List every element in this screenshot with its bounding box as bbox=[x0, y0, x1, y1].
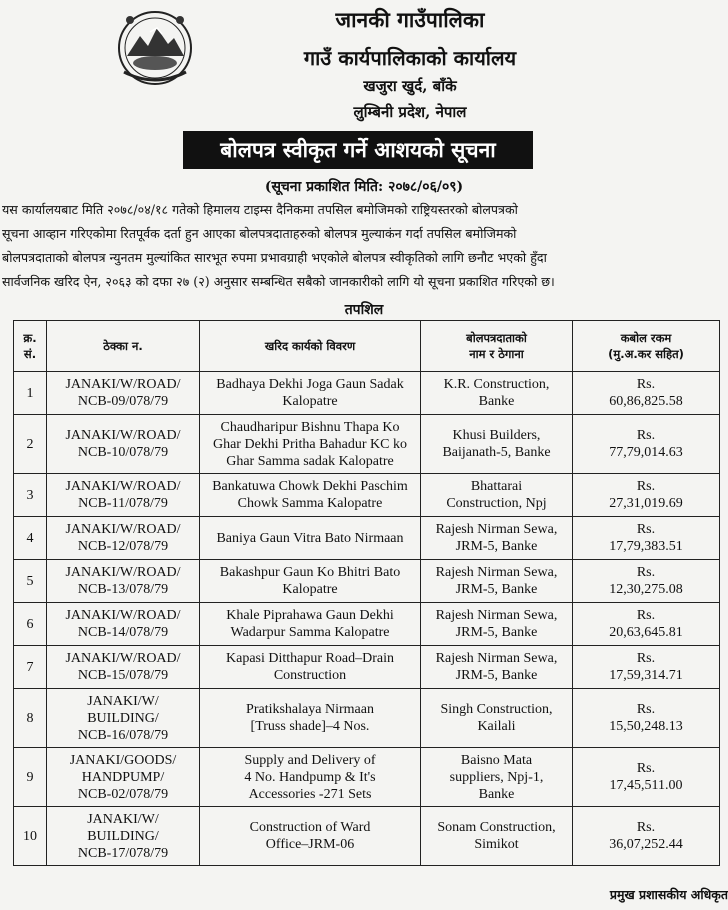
row-description: Badhaya Dekhi Joga Gaun Sadak Kalopatre bbox=[200, 372, 421, 415]
published-date: (सूचना प्रकाशित मिति: २०७८/०६/०९) bbox=[264, 179, 464, 195]
row-amount: Rs. 77,79,014.63 bbox=[573, 415, 720, 474]
row-bidder: K.R. Construction, Banke bbox=[421, 372, 573, 415]
row-amount: Rs. 27,31,019.69 bbox=[573, 474, 720, 517]
row-contract-no: JANAKI/GOODS/ HANDPUMP/ NCB-02/078/79 bbox=[47, 748, 200, 807]
row-sn: 10 bbox=[14, 807, 47, 866]
row-description: Construction of Ward Office–JRM-06 bbox=[200, 807, 421, 866]
paragraph-line: बोलपत्रदाताको बोलपत्र न्युनतम मुल्यांकित सारभूत रुपमा प्रभावग्राही भएकोले बोलपत्र स्वीकृतिको लागि छनौट भएको हुँदा bbox=[2, 250, 547, 265]
row-amount: Rs. 17,79,383.51 bbox=[573, 517, 720, 560]
row-sn: 9 bbox=[14, 748, 47, 807]
row-contract-no: JANAKI/W/ROAD/ NCB-15/078/79 bbox=[47, 646, 200, 689]
row-sn: 2 bbox=[14, 415, 47, 474]
row-description: Pratikshalaya Nirmaan [Truss shade]–4 Nos. bbox=[200, 689, 421, 748]
row-description: Baniya Gaun Vitra Bato Nirmaan bbox=[200, 517, 421, 560]
row-bidder: Rajesh Nirman Sewa, JRM-5, Banke bbox=[421, 646, 573, 689]
nepal-emblem-icon bbox=[110, 8, 200, 86]
row-contract-no: JANAKI/W/ROAD/ NCB-09/078/79 bbox=[47, 372, 200, 415]
notice-paragraph bbox=[2, 198, 728, 294]
row-description: Supply and Delivery of 4 No. Handpump & It's Accessories -271 Sets bbox=[200, 748, 421, 807]
row-sn: 6 bbox=[14, 603, 47, 646]
row-bidder: Rajesh Nirman Sewa, JRM-5, Banke bbox=[421, 603, 573, 646]
row-description: Khale Piprahawa Gaun Dekhi Wadarpur Samma Kalopatre bbox=[200, 603, 421, 646]
row-contract-no: JANAKI/W/ROAD/ NCB-10/078/79 bbox=[47, 415, 200, 474]
header-description: खरिद कार्यको विवरण bbox=[200, 321, 421, 372]
signature-title: प्रमुख प्रशासकीय अधिकृत bbox=[609, 887, 728, 902]
row-amount: Rs. 15,50,248.13 bbox=[573, 689, 720, 748]
row-contract-no: JANAKI/W/ROAD/ NCB-13/078/79 bbox=[47, 560, 200, 603]
table-row bbox=[14, 646, 720, 689]
paragraph-line: सूचना आव्हान गरिएकोमा रितपूर्वक दर्ता हुन आएका बोलपत्रदाताहरुको बोलपत्र मुल्याकंन गर्दा तपसिल बमोजिमको bbox=[2, 226, 517, 241]
row-contract-no: JANAKI/W/ROAD/ NCB-14/078/79 bbox=[47, 603, 200, 646]
table-row bbox=[14, 807, 720, 866]
header-bidder: बोलपत्रदाताको नाम र ठेगाना bbox=[421, 321, 573, 372]
row-contract-no: JANAKI/W/ BUILDING/ NCB-16/078/79 bbox=[47, 689, 200, 748]
details-label: तपशिल bbox=[344, 302, 384, 318]
notice-banner: बोलपत्र स्वीकृत गर्ने आशयको सूचना bbox=[183, 131, 533, 169]
notice-header bbox=[0, 0, 728, 130]
table-row bbox=[14, 415, 720, 474]
header-amount: कबोल रकम (मु.अ.कर सहित) bbox=[573, 321, 720, 372]
row-bidder: Baisno Mata suppliers, Npj-1, Banke bbox=[421, 748, 573, 807]
row-amount: Rs. 60,86,825.58 bbox=[573, 372, 720, 415]
row-description: Kapasi Ditthapur Road–Drain Construction bbox=[200, 646, 421, 689]
row-amount: Rs. 17,59,314.71 bbox=[573, 646, 720, 689]
table-row bbox=[14, 474, 720, 517]
row-sn: 4 bbox=[14, 517, 47, 560]
row-bidder: Bhattarai Construction, Npj bbox=[421, 474, 573, 517]
table-row bbox=[14, 748, 720, 807]
row-sn: 5 bbox=[14, 560, 47, 603]
header-contract-no: ठेक्का न. bbox=[47, 321, 200, 372]
table-header-row bbox=[14, 321, 720, 372]
row-amount: Rs. 36,07,252.44 bbox=[573, 807, 720, 866]
table-body bbox=[14, 372, 720, 866]
row-description: Bakashpur Gaun Ko Bhitri Bato Kalopatre bbox=[200, 560, 421, 603]
row-contract-no: JANAKI/W/ROAD/ NCB-11/078/79 bbox=[47, 474, 200, 517]
tender-table bbox=[13, 320, 720, 866]
table-row bbox=[14, 372, 720, 415]
row-contract-no: JANAKI/W/ BUILDING/ NCB-17/078/79 bbox=[47, 807, 200, 866]
row-bidder: Singh Construction, Kailali bbox=[421, 689, 573, 748]
paragraph-line: सार्वजनिक खरिद ऐन, २०६३ को दफा २७ (२) अनुसार सम्बन्धित सबैको जानकारीको लागि यो सूचना प्रकाशित गरिएको छ। bbox=[2, 274, 555, 289]
office-title: गाउँ कार्यपालिकाको कार्यालय bbox=[303, 46, 517, 70]
table-row bbox=[14, 603, 720, 646]
row-bidder: Rajesh Nirman Sewa, JRM-5, Banke bbox=[421, 560, 573, 603]
row-bidder: Sonam Construction, Simikot bbox=[421, 807, 573, 866]
row-sn: 8 bbox=[14, 689, 47, 748]
row-sn: 3 bbox=[14, 474, 47, 517]
row-description: Chaudharipur Bishnu Thapa Ko Ghar Dekhi Pritha Bahadur KC ko Ghar Samma sadak Kalopatre bbox=[200, 415, 421, 474]
header-sn: क्र. सं. bbox=[14, 321, 47, 372]
row-amount: Rs. 17,45,511.00 bbox=[573, 748, 720, 807]
paragraph-line: यस कार्यालयबाट मिति २०७८/०४/१८ गतेको हिमालय टाइम्स दैनिकमा तपसिल बमोजिमको राष्ट्रियस्तरको बोलपत्रको bbox=[2, 202, 518, 217]
row-amount: Rs. 20,63,645.81 bbox=[573, 603, 720, 646]
table-row bbox=[14, 560, 720, 603]
row-contract-no: JANAKI/W/ROAD/ NCB-12/078/79 bbox=[47, 517, 200, 560]
row-bidder: Khusi Builders, Baijanath-5, Banke bbox=[421, 415, 573, 474]
office-address: खजुरा खुर्द, बाँके bbox=[363, 77, 457, 95]
row-bidder: Rajesh Nirman Sewa, JRM-5, Banke bbox=[421, 517, 573, 560]
province-line: लुम्बिनी प्रदेश, नेपाल bbox=[353, 103, 467, 121]
row-sn: 1 bbox=[14, 372, 47, 415]
municipality-title: जानकी गाउँपालिका bbox=[335, 7, 485, 32]
row-amount: Rs. 12,30,275.08 bbox=[573, 560, 720, 603]
row-sn: 7 bbox=[14, 646, 47, 689]
table-row bbox=[14, 689, 720, 748]
row-description: Bankatuwa Chowk Dekhi Paschim Chowk Samma Kalopatre bbox=[200, 474, 421, 517]
table-row bbox=[14, 517, 720, 560]
